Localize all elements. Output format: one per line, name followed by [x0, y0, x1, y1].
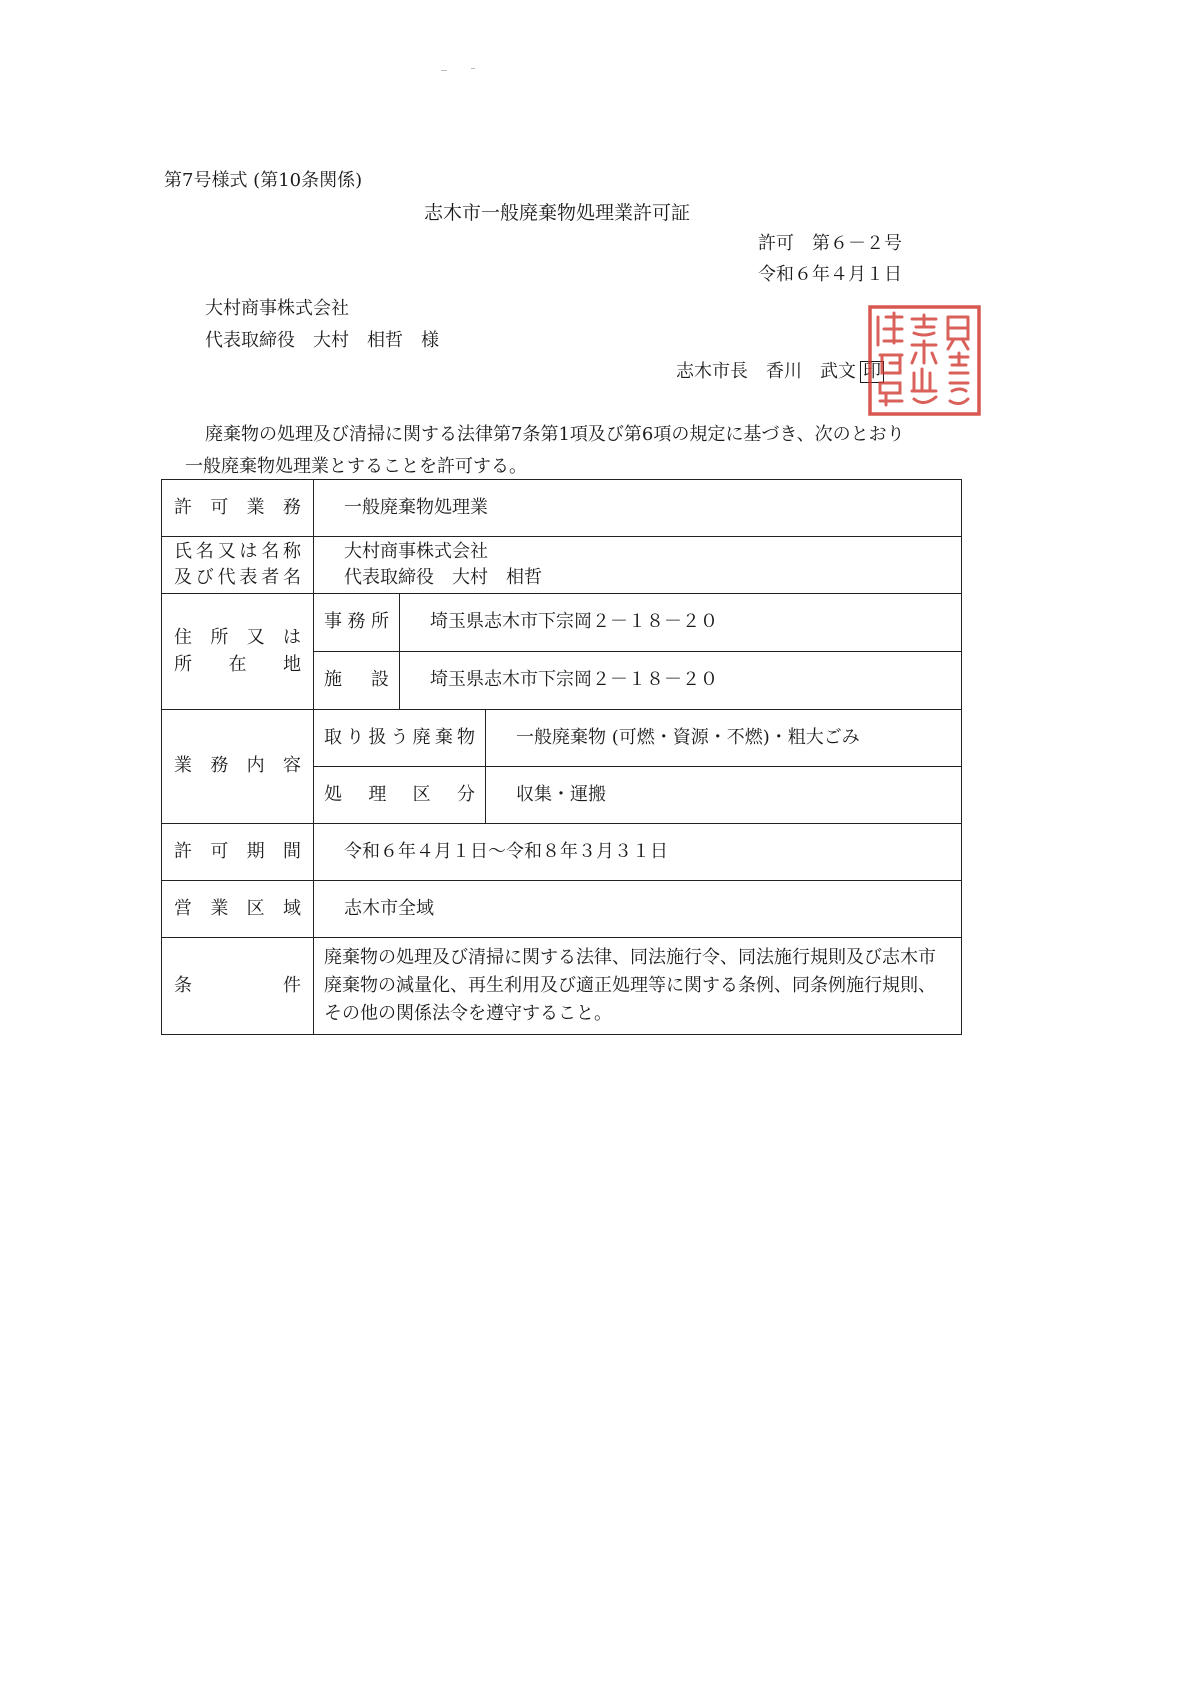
office-label: 事務所 [314, 594, 400, 652]
business-label: 許可業務 [162, 480, 314, 537]
facility-value: 埼玉県志木市下宗岡２－１８－２０ [400, 652, 962, 710]
issue-date: 令和６年４月１日 [758, 264, 902, 285]
name-label [162, 537, 314, 594]
form-number-label: 第7号様式 (第10条関係) [164, 170, 363, 191]
category-label: 処理区分 [314, 767, 486, 824]
document-title: 志木市一般廃棄物処理業許可証 [424, 202, 691, 224]
name-label-line-2: 及び代表者名 [174, 567, 301, 588]
period-label: 許可期間 [162, 824, 314, 881]
name-value-line-1: 大村商事株式会社 [344, 540, 488, 562]
office-value: 埼玉県志木市下宗岡２－１８－２０ [400, 594, 962, 652]
period-value: 令和６年４月１日～令和８年３月３１日 [314, 824, 962, 881]
official-seal-stamp [866, 303, 983, 418]
name-label-line-1: 氏名又は名称 [174, 540, 301, 562]
body-text-line-1: 廃棄物の処理及び清掃に関する法律第7条第1項及び第6項の規定に基づき、次のとおり [205, 424, 905, 445]
table-row-period [162, 824, 962, 881]
official-seal-icon [866, 303, 983, 418]
table-row-conditions [162, 938, 962, 1035]
table-row-area [162, 881, 962, 938]
scan-speck [441, 70, 447, 71]
table-row-name [162, 537, 962, 594]
facility-label: 施設 [314, 652, 400, 710]
address-label-line-1: 住所又は [174, 627, 301, 649]
category-value: 収集・運搬 [486, 767, 962, 824]
issuer-name: 志木市長 香川 武文 [676, 361, 856, 382]
waste-label: 取り扱う廃棄物 [314, 710, 486, 767]
body-text-line-2: 一般廃棄物処理業とすることを許可する。 [185, 456, 527, 477]
recipient-company: 大村商事株式会社 [205, 298, 349, 319]
area-value: 志木市全域 [314, 881, 962, 938]
content-label: 業務内容 [162, 710, 314, 824]
table-row-address-office [162, 594, 962, 652]
conditions-label: 条件 [162, 938, 314, 1035]
permit-number: 許可 第６－２号 [758, 233, 902, 254]
waste-value: 一般廃棄物 (可燃・資源・不燃)・粗大ごみ [486, 710, 962, 767]
name-value [314, 537, 962, 594]
business-value: 一般廃棄物処理業 [314, 480, 962, 537]
permit-details-table [161, 479, 962, 1035]
conditions-value: 廃棄物の処理及び清掃に関する法律、同法施行令、同法施行規則及び志木市廃棄物の減量化、再生利用及び適正処理等に関する条例、同条例施行規則、その他の関係法令を遵守すること。 [314, 938, 962, 1035]
recipient-representative: 代表取締役 大村 相哲 様 [205, 330, 439, 351]
address-label-line-2: 所在地 [174, 653, 301, 675]
seal-mark: 印 [860, 361, 884, 383]
area-label: 営業区域 [162, 881, 314, 938]
issuer-signature [676, 357, 884, 383]
name-value-line-2: 代表取締役 大村 相哲 [344, 567, 542, 588]
scan-speck [471, 68, 475, 69]
table-row-business [162, 480, 962, 537]
table-row-content-waste [162, 710, 962, 767]
address-label [162, 594, 314, 710]
